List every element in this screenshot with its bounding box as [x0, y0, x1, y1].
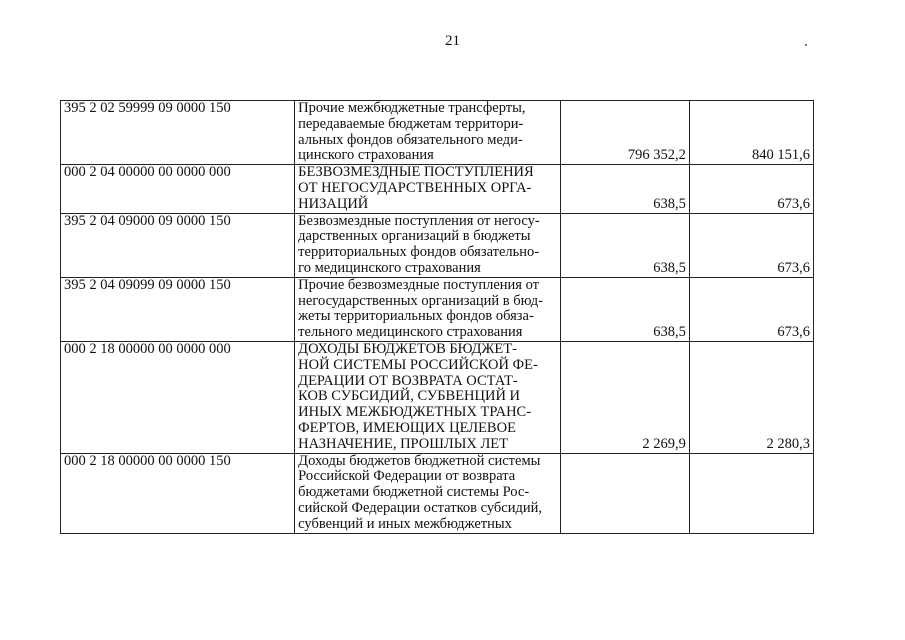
amount-year-2-cell: 840 151,6	[689, 101, 813, 165]
description-line: бюджетами бюджетной системы Рос-	[298, 484, 530, 501]
budget-table	[60, 100, 814, 534]
description-line: КОВ СУБСИДИЙ, СУБВЕНЦИЙ И	[298, 388, 521, 405]
description-line: жеты территориальных фондов обяза-	[298, 308, 534, 325]
description-line: го медицинского страхования	[298, 259, 481, 276]
description-cell	[295, 213, 560, 277]
amount-year-2-cell: 673,6	[689, 213, 813, 277]
table-row	[61, 213, 814, 277]
amount-year-2-cell: 2 280,3	[689, 341, 813, 453]
table-row	[61, 101, 814, 165]
description-line: ФЕРТОВ, ИМЕЮЩИХ ЦЕЛЕВОЕ	[298, 419, 516, 436]
budget-code-cell: 000 2 04 00000 00 0000 000	[61, 165, 295, 213]
description-line: цинского страхования	[298, 147, 434, 164]
amount-year-2-cell: 673,6	[689, 277, 813, 341]
description-cell	[295, 277, 560, 341]
table-row	[61, 165, 814, 213]
budget-code-cell: 395 2 04 09000 09 0000 150	[61, 213, 295, 277]
description-line: тельного медицинского страхования	[298, 324, 523, 341]
description-line: ИНЫХ МЕЖБЮДЖЕТНЫХ ТРАНС-	[298, 404, 532, 421]
description-cell	[295, 341, 560, 453]
table-row	[61, 277, 814, 341]
description-line: негосударственных организаций в бюд-	[298, 292, 543, 309]
description-line: Прочие безвозмездные поступления от	[298, 276, 539, 293]
budget-code-cell: 395 2 04 09099 09 0000 150	[61, 277, 295, 341]
table-row	[61, 453, 814, 533]
description-line: БЕЗВОЗМЕЗДНЫЕ ПОСТУПЛЕНИЯ	[298, 164, 534, 181]
amount-year-1-cell	[560, 453, 689, 533]
description-line: ДЕРАЦИИ ОТ ВОЗВРАТА ОСТАТ-	[298, 372, 518, 389]
scan-speck	[805, 44, 807, 46]
description-line: ДОХОДЫ БЮДЖЕТОВ БЮДЖЕТ-	[298, 340, 517, 357]
amount-year-2-cell: 673,6	[689, 165, 813, 213]
description-line: Прочие межбюджетные трансферты,	[298, 100, 526, 116]
description-cell	[295, 453, 560, 533]
description-line: альных фондов обязательного меди-	[298, 131, 523, 148]
description-cell	[295, 101, 560, 165]
amount-year-1-cell: 638,5	[560, 277, 689, 341]
amount-year-1-cell: 638,5	[560, 213, 689, 277]
table-row	[61, 341, 814, 453]
budget-code-cell: 000 2 18 00000 00 0000 150	[61, 453, 295, 533]
budget-code-cell: 000 2 18 00000 00 0000 000	[61, 341, 295, 453]
description-line: НИЗАЦИЙ	[298, 195, 369, 212]
page-number: 21	[445, 33, 460, 49]
description-line: передаваемые бюджетам территори-	[298, 115, 524, 132]
amount-year-1-cell: 796 352,2	[560, 101, 689, 165]
description-line: Доходы бюджетов бюджетной системы	[298, 452, 541, 469]
description-line: НАЗНАЧЕНИЕ, ПРОШЛЫХ ЛЕТ	[298, 435, 509, 452]
description-line: Безвозмездные поступления от негосу-	[298, 212, 540, 229]
budget-table-body	[61, 101, 814, 534]
amount-year-1-cell: 638,5	[560, 165, 689, 213]
description-cell	[295, 165, 560, 213]
description-line: дарственных организаций в бюджеты	[298, 228, 531, 245]
amount-year-1-cell: 2 269,9	[560, 341, 689, 453]
budget-code-cell: 395 2 02 59999 09 0000 150	[61, 101, 295, 165]
description-line: территориальных фондов обязательно-	[298, 244, 540, 261]
description-line: ОТ НЕГОСУДАРСТВЕННЫХ ОРГА-	[298, 179, 532, 196]
amount-year-2-cell	[689, 453, 813, 533]
description-line: сийской Федерации остатков субсидий,	[298, 499, 542, 516]
description-line: НОЙ СИСТЕМЫ РОССИЙСКОЙ ФЕ-	[298, 356, 538, 373]
description-line: субвенций и иных межбюджетных	[298, 515, 512, 532]
description-line: Российской Федерации от возврата	[298, 468, 516, 485]
